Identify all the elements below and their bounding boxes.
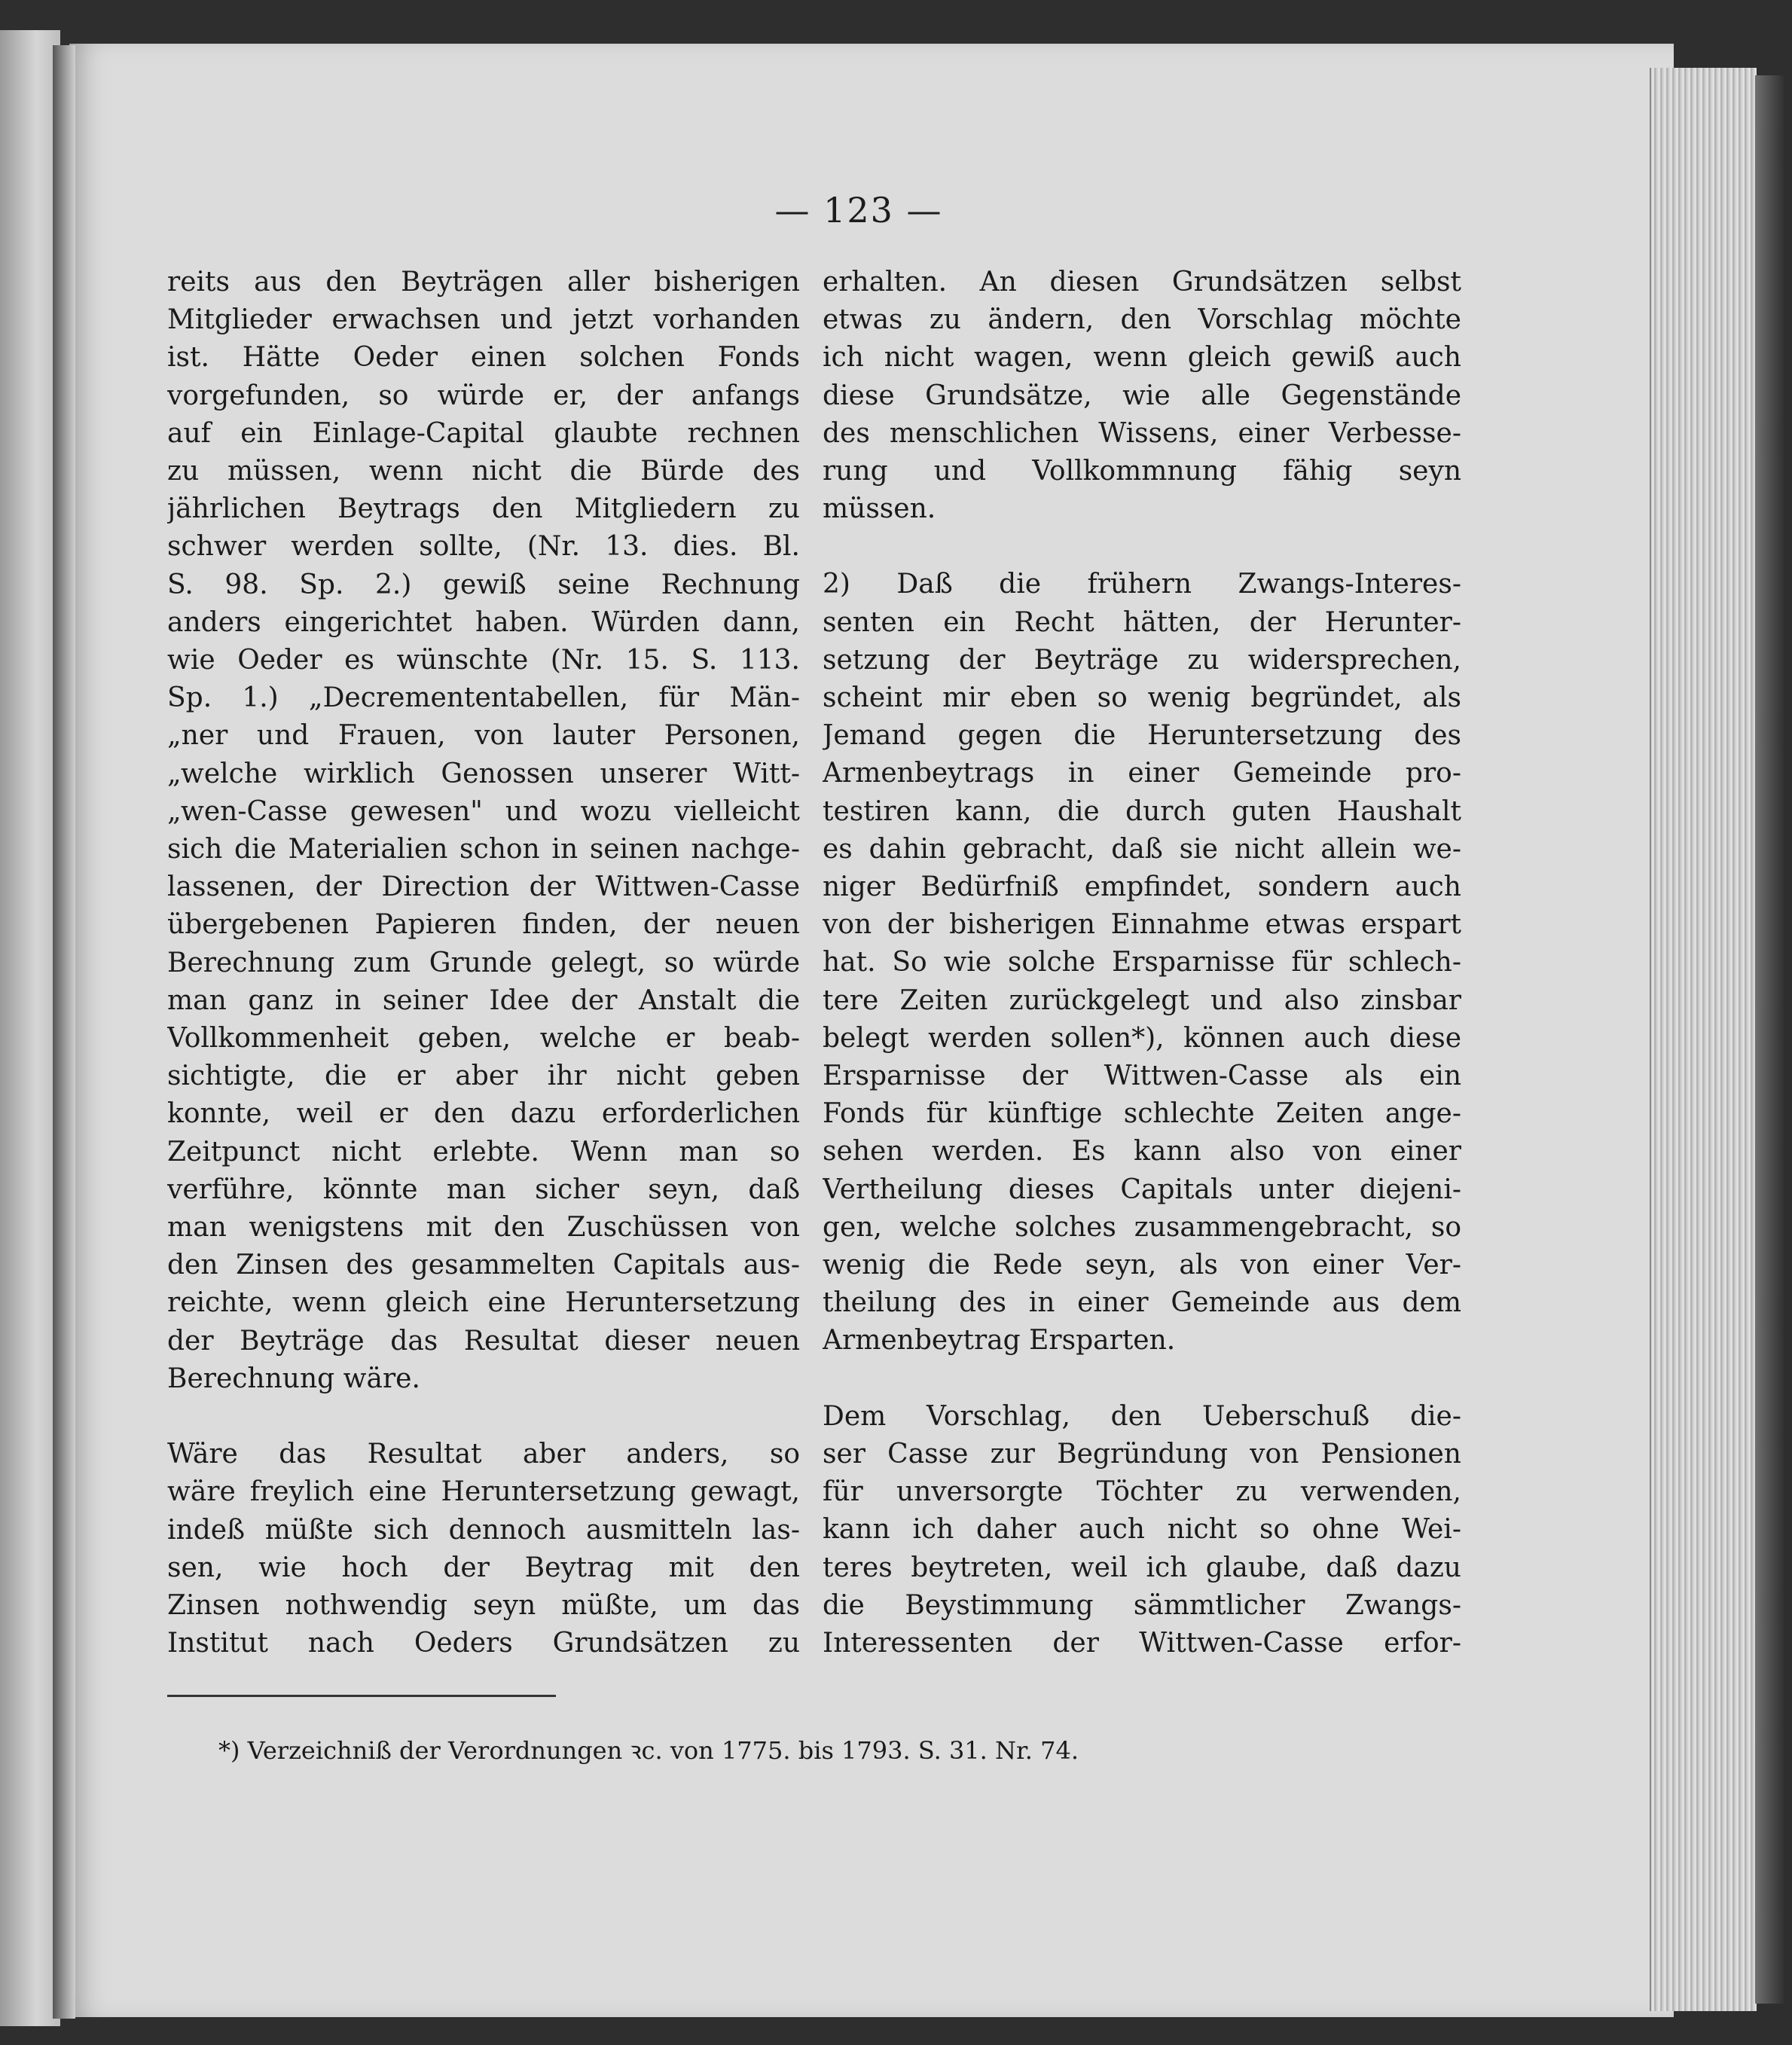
text-line: übergebenen Papieren finden, der neuen (167, 909, 800, 941)
text-line: Sp. 1.) „Decremententabellen, für Män- (167, 682, 800, 714)
right-column (823, 264, 1461, 1662)
text-line: man wenigstens mit den Zuschüssen von (167, 1212, 800, 1244)
text-line: auf ein Einlage-Capital glaubte rechnen (167, 417, 800, 449)
footnote-rule (167, 1695, 556, 1697)
left-paragraph-2 (167, 1436, 800, 1662)
text-line: vorgefunden, so würde er, der anfangs (167, 380, 800, 411)
text-line: ich nicht wagen, wenn gleich gewiß auch (823, 342, 1461, 374)
text-line: Berechnung wäre. (167, 1363, 420, 1394)
text-line: kann ich daher auch nicht so ohne Wei- (823, 1514, 1461, 1546)
text-line: Interessenten der Wittwen-Casse erfor- (823, 1627, 1461, 1659)
text-line: sich die Materialien schon in seinen nachge- (167, 834, 800, 865)
text-line: diese Grundsätze, wie alle Gegenstände (823, 380, 1461, 411)
text-line: sehen werden. Es kann also von einer (823, 1136, 1461, 1167)
text-line: Jemand gegen die Heruntersetzung des (823, 720, 1461, 752)
text-line: wenig die Rede seyn, als von einer Ver- (823, 1250, 1461, 1281)
text-line: 2) Daß die frühern Zwangs-Interes- (823, 569, 1461, 600)
text-line: es dahin gebracht, daß sie nicht allein we- (823, 833, 1461, 865)
text-line: scheint mir eben so wenig begründet, als (823, 682, 1461, 714)
text-line: Wäre das Resultat aber anders, so (167, 1439, 800, 1470)
text-line: „welche wirklich Genossen unserer Witt- (167, 758, 800, 789)
text-line: der Beyträge das Resultat dieser neuen (167, 1325, 800, 1357)
paragraph-gap (823, 1360, 1461, 1398)
text-line: schwer werden sollte, (Nr. 13. dies. Bl. (167, 531, 800, 563)
text-line: sen, wie hoch der Beytrag mit den (167, 1552, 800, 1583)
text-line: zu müssen, wenn nicht die Bürde des (167, 456, 800, 487)
text-line: testiren kann, die durch guten Haushalt (823, 795, 1461, 827)
paragraph-gap (167, 1398, 800, 1436)
text-line: Zeitpunct nicht erlebte. Wenn man so (167, 1136, 800, 1167)
text-line: rung und Vollkommnung fähig seyn (823, 456, 1461, 487)
text-line: die Beystimmung sämmtlicher Zwangs- (823, 1589, 1461, 1621)
text-line: Mitglieder erwachsen und jetzt vorhanden (167, 304, 800, 336)
text-line: man ganz in seiner Idee der Anstalt die (167, 984, 800, 1016)
text-line: jährlichen Beytrags den Mitgliedern zu (167, 493, 800, 525)
text-line: Vertheilung dieses Capitals unter diejeni- (823, 1174, 1461, 1205)
text-line: für unversorgte Töchter zu verwenden, (823, 1476, 1461, 1508)
text-line: senten ein Recht hätten, der Herunter- (823, 606, 1461, 638)
text-line: Fonds für künftige schlechte Zeiten ange- (823, 1098, 1461, 1130)
text-line: Armenbeytrag Ersparten. (823, 1325, 1176, 1357)
text-line: von der bisherigen Einnahme etwas erspart (823, 909, 1461, 941)
text-line: Zinsen nothwendig seyn müßte, um das (167, 1589, 800, 1621)
text-line: gen, welche solches zusammengebracht, so (823, 1211, 1461, 1243)
text-line: etwas zu ändern, den Vorschlag möchte (823, 304, 1461, 336)
text-line: wäre freylich eine Heruntersetzung gewagt, (167, 1476, 800, 1508)
text-line: niger Bedürfniß empfindet, sondern auch (823, 871, 1461, 903)
left-column (167, 264, 800, 1662)
text-line: teres beytreten, weil ich glaube, daß dazu (823, 1552, 1461, 1583)
text-line: wie Oeder es wünschte (Nr. 15. S. 113. (167, 645, 800, 676)
right-paragraph-2 (823, 566, 1461, 1360)
footnote: *) Verzeichniß der Verordnungen ꝛc. von 1775. bis 1793. S. 31. Nr. 74. (218, 1736, 1079, 1765)
text-line: „wen-Casse gewesen" und wozu vielleicht (167, 795, 800, 827)
text-line: ser Casse zur Begründung von Pensionen (823, 1438, 1461, 1470)
text-line: reits aus den Beyträgen aller bisherigen (167, 267, 800, 298)
text-line: müssen. (823, 493, 936, 525)
left-paragraph-1 (167, 264, 800, 1398)
text-line: sichtigte, die er aber ihr nicht geben (167, 1061, 800, 1092)
text-line: verführe, könnte man sicher seyn, daß (167, 1174, 800, 1205)
text-line: belegt werden sollen*), können auch diese (823, 1022, 1461, 1054)
paragraph-gap (823, 528, 1461, 566)
right-paragraph-1 (823, 264, 1461, 528)
text-line: Vollkommenheit geben, welche er beab- (167, 1023, 800, 1055)
text-line: Dem Vorschlag, den Ueberschuß die- (823, 1400, 1461, 1432)
facing-page-edge (0, 30, 60, 2026)
page-stack-edges (1650, 68, 1757, 2011)
text-line: ist. Hätte Oeder einen solchen Fonds (167, 342, 800, 374)
text-line: S. 98. Sp. 2.) gewiß seine Rechnung (167, 569, 800, 600)
text-line: setzung der Beyträge zu widersprechen, (823, 644, 1461, 676)
page-number: — 123 — (774, 190, 943, 230)
text-line: den Zinsen des gesammelten Capitals aus- (167, 1250, 800, 1281)
text-line: Armenbeytrags in einer Gemeinde pro- (823, 758, 1461, 789)
text-line: „ner und Frauen, von lauter Personen, (167, 720, 800, 752)
text-line: anders eingerichtet haben. Würden dann, (167, 606, 800, 638)
book-gutter (53, 45, 75, 2019)
text-line: tere Zeiten zurückgelegt und also zinsbar (823, 984, 1461, 1016)
page-stack-shadow (1755, 75, 1785, 2004)
text-line: Ersparnisse der Wittwen-Casse als ein (823, 1061, 1461, 1092)
text-line: Berechnung zum Grunde gelegt, so würde (167, 947, 800, 978)
text-line: lassenen, der Direction der Wittwen-Casse (167, 871, 800, 903)
right-paragraph-3 (823, 1398, 1461, 1662)
text-line: des menschlichen Wissens, einer Verbesse- (823, 417, 1461, 449)
text-line: Institut nach Oeders Grundsätzen zu (167, 1628, 800, 1659)
text-line: reichte, wenn gleich eine Heruntersetzung (167, 1287, 800, 1319)
text-line: erhalten. An diesen Grundsätzen selbst (823, 267, 1461, 298)
text-line: theilung des in einer Gemeinde aus dem (823, 1287, 1461, 1319)
text-line: hat. So wie solche Ersparnisse für schlech- (823, 947, 1461, 978)
text-line: konnte, weil er den dazu erforderlichen (167, 1098, 800, 1130)
text-line: indeß müßte sich dennoch ausmitteln las- (167, 1514, 800, 1546)
